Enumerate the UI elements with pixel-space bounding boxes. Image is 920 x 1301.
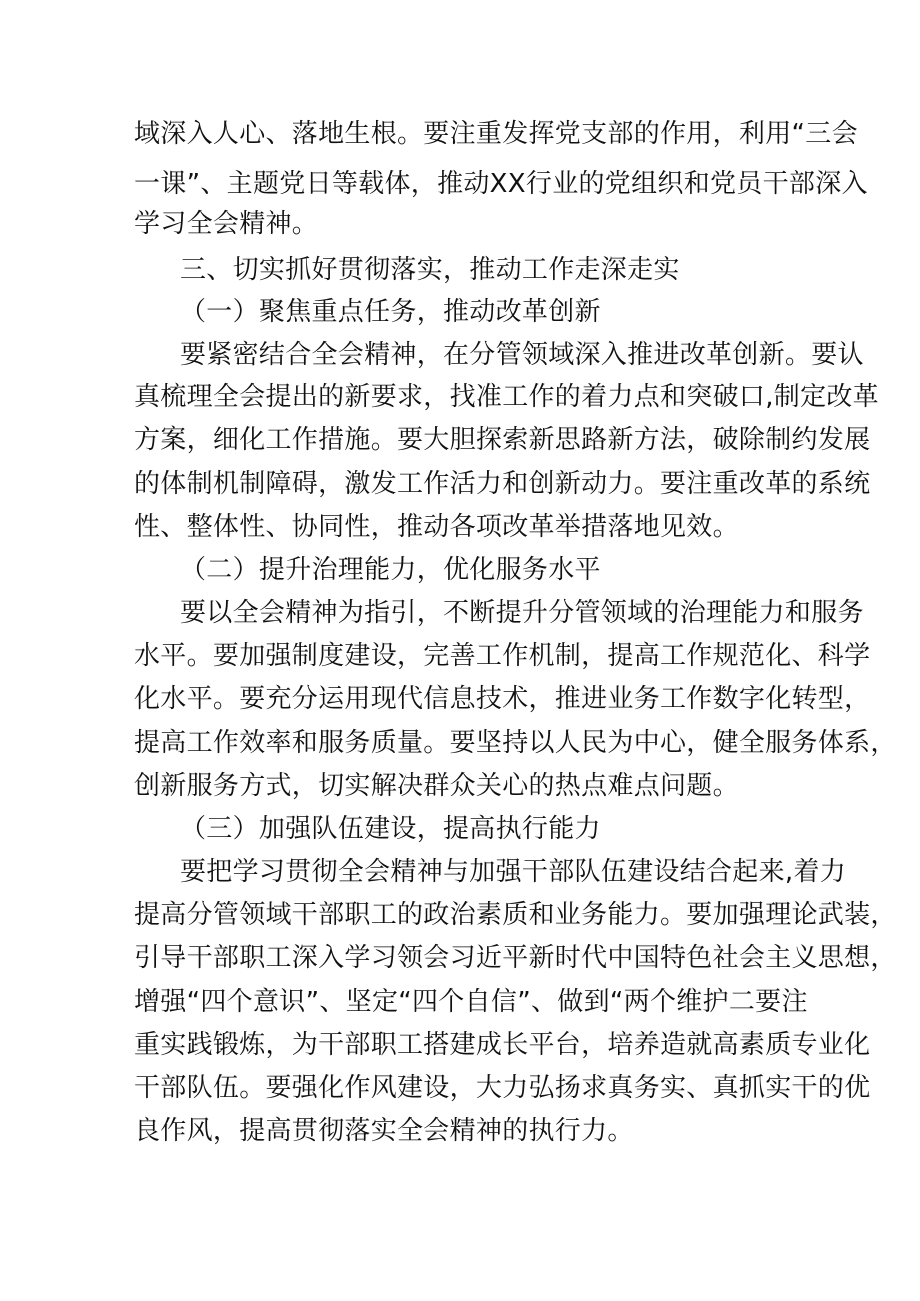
text-line-13: 水平。要加强制度建设，完善工作机制，提高工作规范化、科学 [134,641,871,671]
text-line-24: 良作风，提高贯彻落实全会精神的执行力。 [134,1116,634,1146]
text-line-6: 要紧密结合全会精神，在分管领域深入推进改革创新。要认 [180,340,864,370]
text-line-3: 学习全会精神。 [134,209,319,239]
text-line-21: 增强“四个意识”、坚定“四个自信”、做到“两个维护二要注 [134,987,808,1017]
text-line-18: 要把学习贯彻全会精神与加强干部队伍建设结合起来,着力 [180,857,847,887]
text-line-14: 化水平。要充分运用现代信息技术，推进业务工作数字化转型， [134,684,871,714]
subheading-1: （一）聚焦重点任务，推动改革创新 [180,297,601,327]
text-line-8: 方案，细化工作措施。要大胆探索新思路新方法，破除制约发展 [134,425,871,455]
subheading-3: （三）加强队伍建设，提高执行能力 [180,814,601,844]
text-line-7: 真梳理全会提出的新要求，找准工作的着力点和突破口,制定改革 [134,382,879,412]
text-line-9: 的体制机制障碍，激发工作活力和创新动力。要注重改革的系统 [134,469,871,499]
subheading-2: （二）提升治理能力，优化服务水平 [180,555,601,585]
text-line-12: 要以全会精神为指引，不断提升分管领域的治理能力和服务 [180,598,864,628]
text-line-15: 提高工作效率和服务质量。要坚持以人民为中心，健全服务体系， [134,728,897,758]
text-line-2: 一课”、主题党日等载体，推动XX行业的党组织和党员干部深入 [134,169,868,199]
text-line-10: 性、整体性、协同性，推动各项改革举措落地见效。 [134,512,739,542]
text-line-20: 引导干部职工深入学习领会习近平新时代中国特色社会主义思想， [134,943,897,973]
text-line-22: 重实践锻炼，为干部职工搭建成长平台，培养造就高素质专业化 [134,1030,871,1060]
text-line-16: 创新服务方式，切实解决群众关心的热点难点问题。 [134,771,739,801]
text-line-23: 干部队伍。要强化作风建设，大力弘扬求真务实、真抓实干的优 [134,1073,871,1103]
text-line-19: 提高分管领域干部职工的政治素质和业务能力。要加强理论武装， [134,900,897,930]
text-line-1: 域深入人心、落地生根。要注重发挥党支部的作用，利用“三会 [134,119,858,149]
section-heading-3: 三、切实抓好贯彻落实，推动工作走深走实 [180,255,680,285]
